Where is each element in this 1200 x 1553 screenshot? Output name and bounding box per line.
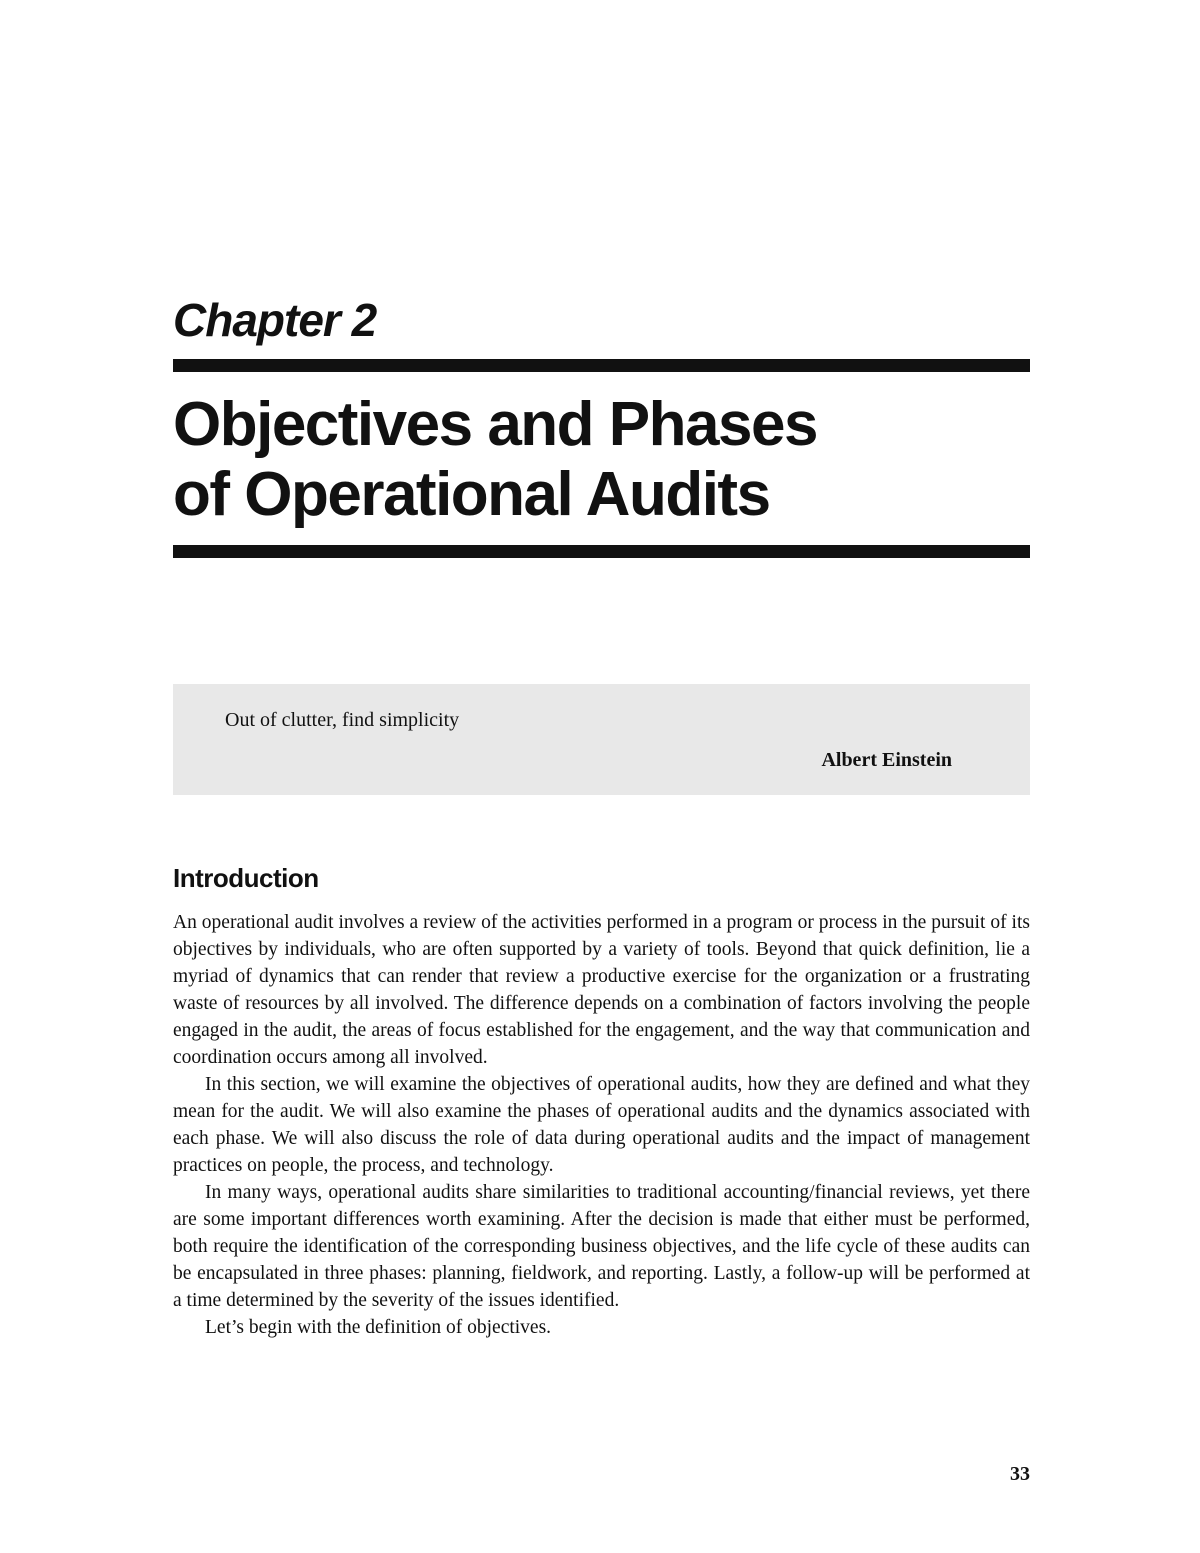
paragraph: Let’s begin with the definition of objectives. xyxy=(205,1317,552,1338)
title-top-rule xyxy=(173,359,1030,372)
paragraph: In many ways, operational audits share similarities to traditional accounting/financial reviews, yet there are some important differences worth examining. After the decision is made that either must be performed, both require the identification of the corresponding business objectives, and the life cycle of these audits can be encapsulated in three phases: planning, fieldwork, and reporting. Lastly, a follow-up will be performed at a time determined by the severity of the issues identified. xyxy=(173,1182,1030,1311)
paragraph: An operational audit involves a review of the activities performed in a program or process in the pursuit of its objectives by individuals, who are often supported by a variety of tools. Beyond that quick definition, lie a myriad of dynamics that can render that review a productive exercise for the organization or a frustrating waste of resources by all involved. The difference depends on a combination of factors involving the people engaged in the audit, the areas of focus established for the engagement, and the way that communication and coordination occurs among all involved. xyxy=(173,912,1030,1068)
chapter-title xyxy=(173,390,1030,530)
paragraph: In this section, we will examine the objectives of operational audits, how they are defined and what they mean for the audit. We will also examine the phases of operational audits and the dynamics associated with each phase. We will also discuss the role of data during operational audits and the impact of management practices on people, the process, and technology. xyxy=(173,1074,1030,1176)
section-heading: Introduction xyxy=(173,863,319,893)
title-bottom-rule xyxy=(173,545,1030,558)
page-number: 33 xyxy=(1010,1463,1030,1485)
chapter-title-line-1: Objectives and Phases xyxy=(173,390,817,459)
epigraph-quote: Out of clutter, find simplicity xyxy=(225,709,460,731)
epigraph-box xyxy=(173,684,1030,795)
body-text xyxy=(173,909,1030,1341)
epigraph-author: Albert Einstein xyxy=(821,749,952,771)
chapter-title-line-2: of Operational Audits xyxy=(173,460,770,529)
chapter-label: Chapter 2 xyxy=(173,294,377,346)
